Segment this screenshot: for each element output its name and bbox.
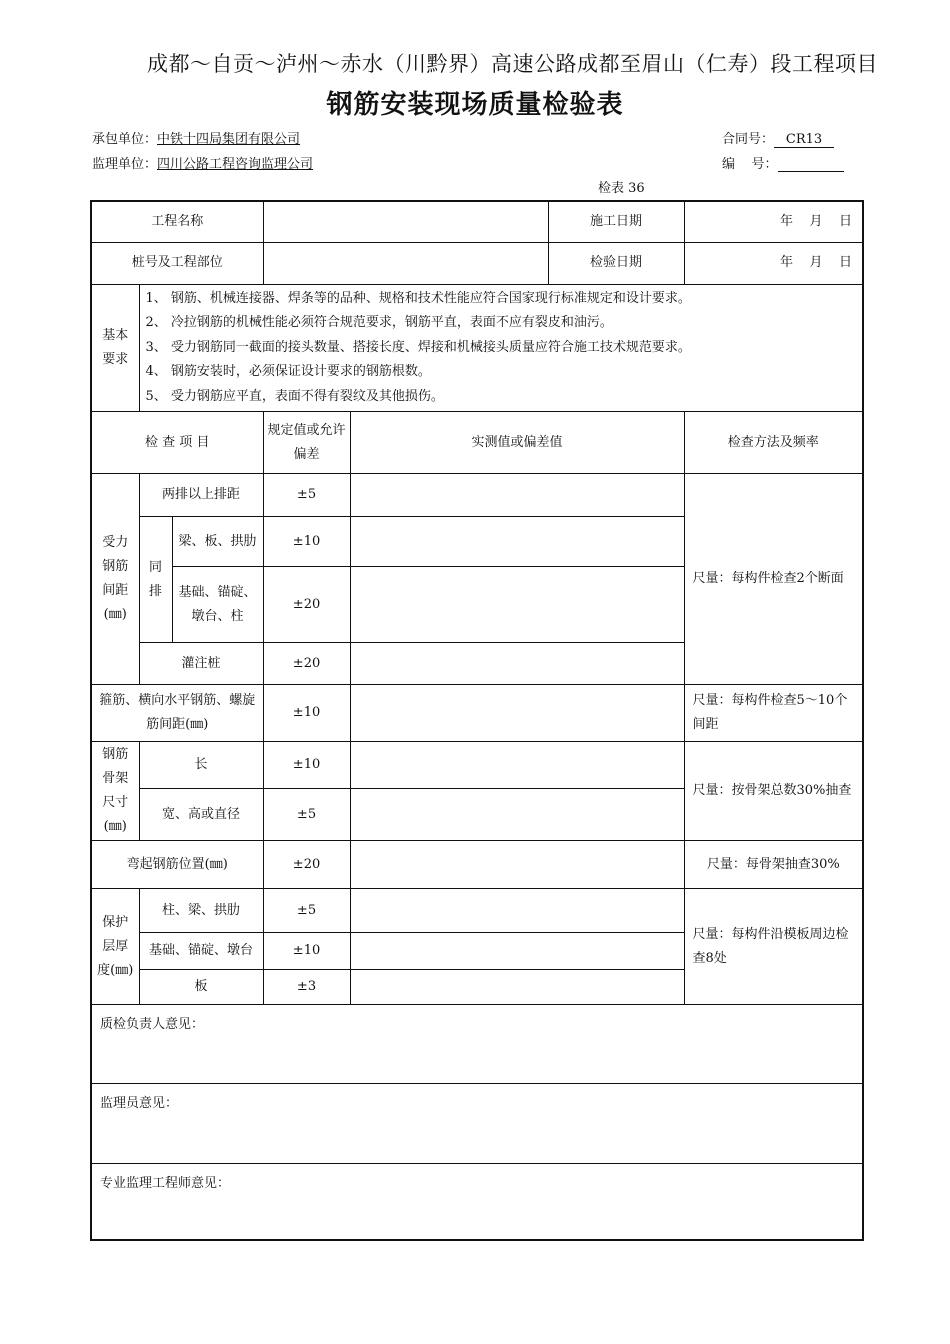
inspector-opinion-field[interactable] — [91, 1084, 863, 1164]
measured-field[interactable] — [350, 685, 684, 742]
quality-opinion-label: 质检负责人意见： — [100, 1017, 205, 1032]
requirement-item: 4、 钢筋安装时，必须保证设计要求的钢筋根数。 — [145, 364, 431, 379]
table-row — [91, 742, 863, 789]
serial-label: 编 号： — [722, 157, 778, 172]
bent-method: 尺量：每骨架抽查30% — [684, 841, 863, 889]
row-label: 灌注桩 — [139, 643, 263, 685]
cage-method: 尺量：按骨架总数30%抽查 — [684, 742, 863, 841]
requirements-list — [139, 284, 863, 412]
contractor-line — [92, 128, 300, 147]
row-label: 板 — [139, 970, 263, 1005]
project-field[interactable] — [263, 201, 548, 242]
form-number: 检表 36 — [598, 181, 645, 196]
serial-line — [722, 153, 844, 172]
row-label: 长 — [139, 742, 263, 789]
measured-field[interactable] — [350, 742, 684, 789]
inspect-date-label: 检验日期 — [548, 242, 684, 284]
requirement-item: 2、 冷拉钢筋的机械性能必须符合规范要求，钢筋平直，表面不应有裂皮和油污。 — [145, 315, 613, 330]
same-row-label: 同排 — [139, 517, 172, 643]
row-tolerance: ±10 — [263, 517, 350, 567]
row-label: 基础、锚碇、墩台 — [139, 933, 263, 970]
table-row — [91, 889, 863, 933]
contract-no-line — [722, 128, 834, 148]
supervisor-line — [92, 153, 313, 172]
contract-no-label: 合同号： — [722, 132, 775, 147]
row-label: 箍筋、横向水平钢筋、螺旋筋间距(㎜) — [91, 685, 263, 742]
row-tolerance: ±3 — [263, 970, 350, 1005]
quality-opinion-field[interactable] — [91, 1005, 863, 1084]
row-label: 基础、锚碇、墩台、柱 — [172, 567, 263, 643]
table-row — [91, 841, 863, 889]
construct-date-field[interactable]: 年 月 日 — [684, 201, 863, 242]
row-label: 梁、板、拱肋 — [172, 517, 263, 567]
table-row — [91, 685, 863, 742]
supervisor-value: 四川公路工程咨询监理公司 — [157, 157, 314, 172]
contract-no-value: CR13 — [774, 132, 834, 148]
row-label: 两排以上排距 — [139, 474, 263, 517]
measured-field[interactable] — [350, 841, 684, 889]
project-name: 成都～自贡～泸州～赤水（川黔界）高速公路成都至眉山（仁寿）段工程项目 — [147, 52, 878, 76]
col-item-header: 检 查 项 目 — [91, 412, 263, 474]
requirement-item: 1、 钢筋、机械连接器、焊条等的品种、规格和技术性能应符合国家现行标准规定和设计要求。 — [145, 290, 691, 306]
cage-group-label: 钢筋骨架尺寸(㎜) — [91, 742, 139, 841]
station-field[interactable] — [263, 242, 548, 284]
inspection-table — [90, 200, 864, 1241]
requirement-item: 3、 受力钢筋同一截面的接头数量、搭接长度、焊接和机械接头质量应符合施工技术规范要求。 — [145, 339, 691, 355]
row-tolerance: ±10 — [263, 933, 350, 970]
row-tolerance: ±20 — [263, 643, 350, 685]
row-label: 宽、高或直径 — [139, 789, 263, 841]
supervisor-label: 监理单位： — [92, 157, 158, 172]
contractor-value: 中铁十四局集团有限公司 — [157, 132, 301, 147]
measured-field[interactable] — [350, 889, 684, 933]
col-measured-header: 实测值或偏差值 — [350, 412, 684, 474]
row-tolerance: ±5 — [263, 789, 350, 841]
cover-group-label: 保护层厚度(㎜) — [91, 889, 139, 1005]
col-spec-header: 规定值或允许偏差 — [263, 412, 350, 474]
spacing-group-label: 受力钢筋间距(㎜) — [91, 474, 139, 685]
row-tolerance: ±5 — [263, 474, 350, 517]
requirements-row — [91, 284, 863, 412]
requirements-label: 基本要求 — [91, 284, 139, 412]
row-label: 柱、梁、拱肋 — [139, 889, 263, 933]
row-label: 弯起钢筋位置(㎜) — [91, 841, 263, 889]
station-label: 桩号及工程部位 — [91, 242, 263, 284]
col-method-header: 检查方法及频率 — [684, 412, 863, 474]
engineer-opinion-row — [91, 1164, 863, 1240]
table-row — [91, 474, 863, 517]
inspector-opinion-label: 监理员意见： — [100, 1096, 179, 1111]
quality-opinion-row — [91, 1005, 863, 1084]
contractor-label: 承包单位： — [92, 132, 158, 147]
cover-method: 尺量：每构件沿模板周边检查8处 — [684, 889, 863, 1005]
engineer-opinion-field[interactable] — [91, 1164, 863, 1240]
construct-date-label: 施工日期 — [548, 201, 684, 242]
row-tolerance: ±10 — [263, 742, 350, 789]
row-tolerance: ±20 — [263, 567, 350, 643]
measured-field[interactable] — [350, 517, 684, 567]
column-header-row — [91, 412, 863, 474]
row-tolerance: ±10 — [263, 685, 350, 742]
project-label: 工程名称 — [91, 201, 263, 242]
serial-blank — [778, 156, 844, 172]
row-tolerance: ±5 — [263, 889, 350, 933]
measured-field[interactable] — [350, 567, 684, 643]
engineer-opinion-label: 专业监理工程师意见： — [100, 1176, 231, 1191]
spacing-method: 尺量：每构件检查2个断面 — [684, 474, 863, 685]
info-row-1 — [91, 201, 863, 242]
measured-field[interactable] — [350, 970, 684, 1005]
stirrup-method: 尺量：每构件检查5～10个间距 — [684, 685, 863, 742]
row-tolerance: ±20 — [263, 841, 350, 889]
info-row-2 — [91, 242, 863, 284]
inspect-date-field[interactable]: 年 月 日 — [684, 242, 863, 284]
form-title: 钢筋安装现场质量检验表 — [326, 90, 624, 120]
inspector-opinion-row — [91, 1084, 863, 1164]
measured-field[interactable] — [350, 643, 684, 685]
measured-field[interactable] — [350, 474, 684, 517]
measured-field[interactable] — [350, 933, 684, 970]
requirement-item: 5、 受力钢筋应平直，表面不得有裂纹及其他损伤。 — [145, 388, 444, 404]
measured-field[interactable] — [350, 789, 684, 841]
